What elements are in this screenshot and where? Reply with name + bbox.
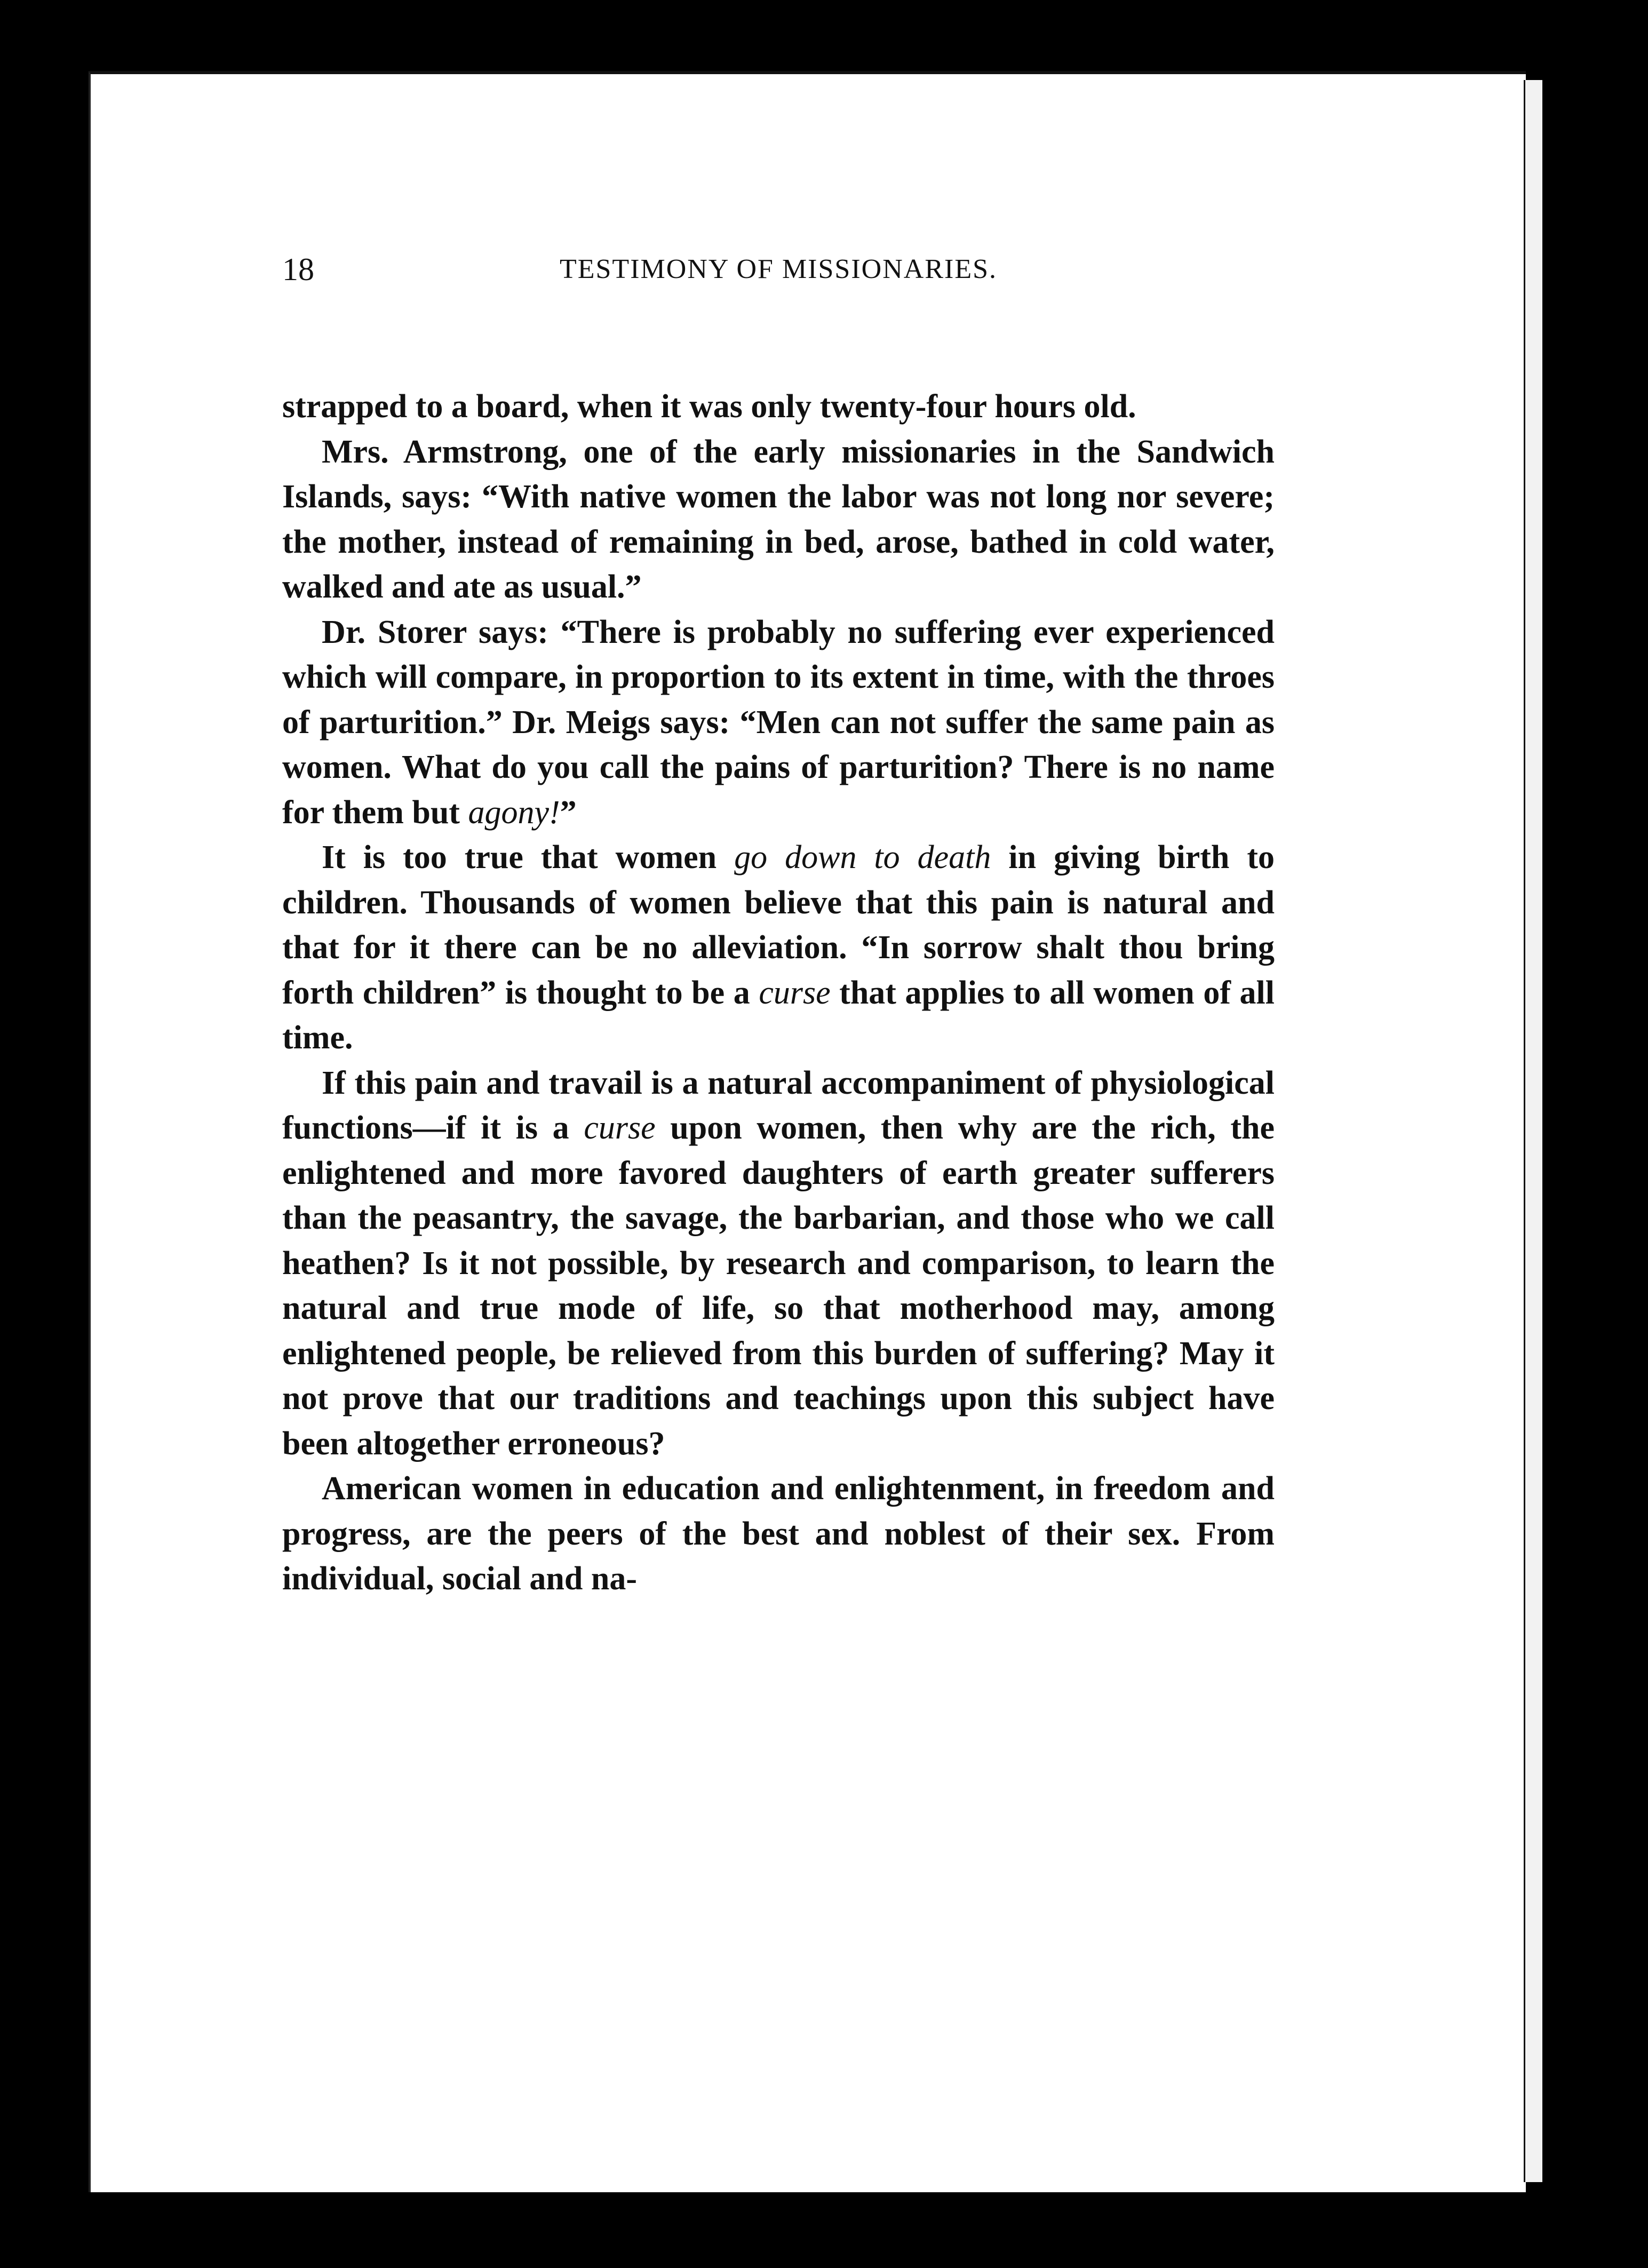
paragraph-natural-accompaniment <box>282 1061 1275 1467</box>
paragraph-storer-meigs-quotes <box>282 610 1275 835</box>
page-number: 18 <box>282 252 314 287</box>
running-title: TESTIMONY OF MISSIONARIES. <box>559 254 997 284</box>
italic-emphasis: curse <box>584 1110 656 1146</box>
paragraph-american-women <box>282 1466 1275 1602</box>
text-segment: If this pain and travail is a natural accompaniment of physiological functions—if it is a <box>282 1064 1275 1146</box>
page-edge <box>1524 80 1542 2182</box>
text-segment: strapped to a board, when it was only twenty-four hours old. <box>282 388 1136 425</box>
text-segment: It is too true that women <box>322 839 735 876</box>
text-segment: ” <box>560 794 577 831</box>
text-segment: Dr. Storer says: “There is probably no suffering ever experienced which will compare, in proportion to its extent in time, with the throes of parturition.” Dr. Meigs says: “Men can not suffer the same pain as women. What do you call the pains of parturition? There is no name for them but <box>282 614 1275 831</box>
page-header <box>282 243 1275 296</box>
paragraph-death-in-childbirth <box>282 835 1275 1061</box>
italic-emphasis: curse <box>759 974 831 1011</box>
body-text <box>282 384 1275 1602</box>
paragraph-armstrong-quote <box>282 429 1275 610</box>
italic-emphasis: agony! <box>468 794 560 831</box>
text-segment: upon women, then why are the rich, the enlightened and more favored daughters of earth greater sufferers than the peasantry, the savage, the barbarian, and those who we call heathen? Is it not possible, by research and comparison, to learn the natural and true mode of life, so that motherhood may, among enlightened people, be relieved from this burden of suffering? May it not prove that our traditions and teachings upon this subject have been altogether erroneous? <box>282 1110 1275 1462</box>
paragraph-continuation <box>282 384 1275 429</box>
italic-emphasis: go down to death <box>734 839 991 876</box>
text-segment: Mrs. Armstrong, one of the early missionaries in the Sandwich Islands, says: “With native women the labor was not long nor severe; the mother, instead of remaining in bed, arose, bathed in cold water, walked and ate as usual.” <box>282 433 1275 605</box>
text-segment: in giving birth to children. Thousands of women believe that this pain is natural and that for it there can be no alleviation. “In sorrow shalt thou bring forth children” is thought to be a <box>282 839 1275 1011</box>
text-segment: American women in education and enlightenment, in freedom and progress, are the peers of the best and noblest of their sex. From individual, social and na- <box>282 1470 1275 1597</box>
text-segment: that applies to all women of all time. <box>282 974 1275 1056</box>
